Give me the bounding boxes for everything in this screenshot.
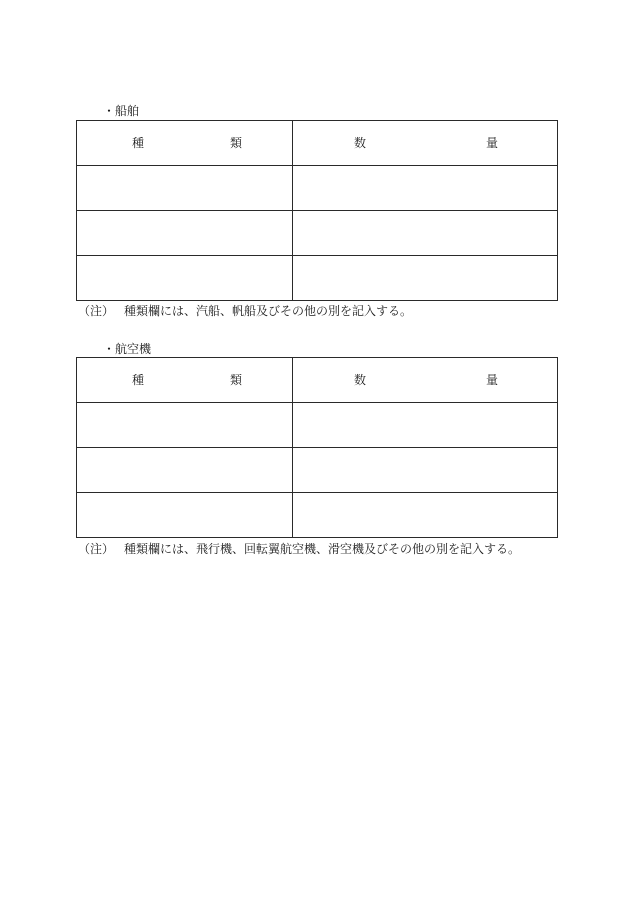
table-row <box>77 403 558 448</box>
aircraft-heading: ・航空機 <box>103 342 152 356</box>
quantity-input-cell[interactable] <box>293 403 558 448</box>
kind-header-char: 種 <box>132 136 145 150</box>
quantity-input-cell[interactable] <box>293 166 558 211</box>
table-header-row <box>77 358 558 403</box>
note-label: （注） <box>78 542 115 556</box>
kind-header-cell <box>77 358 293 403</box>
quantity-header-cell <box>293 121 558 166</box>
kind-header-char: 種 <box>132 373 145 387</box>
kind-input-cell[interactable] <box>77 403 293 448</box>
note-text: 種類欄には、飛行機、回転翼航空機、滑空機及びその他の別を記入する。 <box>124 542 521 556</box>
note-label: （注） <box>78 304 115 318</box>
quantity-header-char: 量 <box>486 136 499 150</box>
ships-table <box>76 120 558 301</box>
quantity-input-cell[interactable] <box>293 256 558 301</box>
table-row <box>77 448 558 493</box>
quantity-input-cell[interactable] <box>293 493 558 538</box>
quantity-input-cell[interactable] <box>293 211 558 256</box>
quantity-header-char: 数 <box>354 373 367 387</box>
kind-input-cell[interactable] <box>77 256 293 301</box>
ships-note <box>78 304 412 318</box>
table-row <box>77 493 558 538</box>
quantity-header-cell <box>293 358 558 403</box>
ships-heading: ・船舶 <box>103 104 140 118</box>
kind-input-cell[interactable] <box>77 448 293 493</box>
kind-header-char: 類 <box>230 136 243 150</box>
kind-input-cell[interactable] <box>77 166 293 211</box>
kind-input-cell[interactable] <box>77 211 293 256</box>
quantity-header-char: 数 <box>354 136 367 150</box>
table-row <box>77 256 558 301</box>
kind-header-cell <box>77 121 293 166</box>
kind-header-char: 類 <box>230 373 243 387</box>
kind-input-cell[interactable] <box>77 493 293 538</box>
table-header-row <box>77 121 558 166</box>
table-row <box>77 166 558 211</box>
aircraft-note <box>78 542 520 556</box>
table-row <box>77 211 558 256</box>
quantity-input-cell[interactable] <box>293 448 558 493</box>
note-text: 種類欄には、汽船、帆船及びその他の別を記入する。 <box>124 304 413 318</box>
aircraft-table <box>76 357 558 538</box>
quantity-header-char: 量 <box>486 373 499 387</box>
